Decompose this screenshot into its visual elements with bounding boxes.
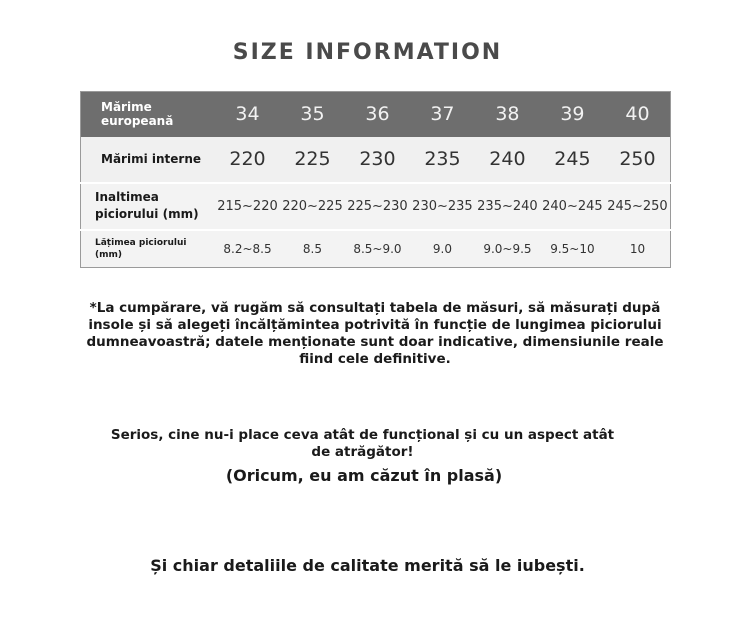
table-cell: 10	[629, 241, 646, 256]
quality-statement: Și chiar detaliile de calitate merită să le iubești.	[150, 556, 585, 575]
size-table	[80, 91, 671, 268]
table-cell: 240	[489, 148, 526, 170]
table-cell: 250	[619, 148, 656, 170]
table-cell: 9.0	[432, 241, 452, 256]
table-cell: 8.5	[302, 241, 323, 256]
table-cell: 220~225	[282, 198, 343, 214]
european-size-label: Mărime europeană	[101, 100, 174, 129]
table-cell: 215~220	[217, 198, 278, 214]
table-cell: 9.0~9.5	[483, 241, 532, 256]
table-cell: 245	[554, 148, 591, 170]
internal-size-label: Mărimi interne	[101, 152, 201, 166]
table-cell: 8.2~8.5	[223, 241, 272, 256]
size-34: 34	[235, 103, 260, 126]
foot-width-label: Lățimea piciorului (mm)	[95, 237, 187, 260]
foot-length-label: Inaltimea piciorului (mm)	[95, 190, 199, 221]
table-row-internal-size	[81, 137, 671, 183]
tagline: Serios, cine nu-i place ceva atât de funcțional și cu un aspect atât de atrăgător!	[110, 427, 615, 460]
table-cell: 225~230	[347, 198, 408, 214]
tagline-aside: (Oricum, eu am căzut în plasă)	[225, 466, 503, 485]
size-35: 35	[300, 103, 325, 126]
table-row-foot-length	[81, 183, 671, 230]
size-39: 39	[560, 103, 585, 126]
table-header-row	[81, 92, 671, 137]
table-cell: 230	[359, 148, 396, 170]
table-cell: 9.5~10	[550, 241, 595, 256]
table-cell: 245~250	[607, 198, 668, 214]
size-36: 36	[365, 103, 390, 126]
table-cell: 8.5~9.0	[353, 241, 402, 256]
page-title: SIZE INFORMATION	[232, 40, 503, 65]
table-cell: 235~240	[477, 198, 538, 214]
size-40: 40	[625, 103, 650, 126]
sizing-note: *La cumpărare, vă rugăm să consultați tabela de măsuri, să măsurați după insole și să alegeți încălțămintea potrivită în funcție de lungimea piciorului dumneavoastră; datele menționate sunt doar indicative, dimensiunile reale fiind cele definitive.	[86, 300, 664, 367]
table-cell: 235	[424, 148, 461, 170]
table-cell: 240~245	[542, 198, 603, 214]
size-37: 37	[430, 103, 455, 126]
table-row-foot-width	[81, 230, 671, 268]
table-cell: 225	[294, 148, 331, 170]
size-38: 38	[495, 103, 520, 126]
table-cell: 220	[229, 148, 266, 170]
table-cell: 230~235	[412, 198, 473, 214]
